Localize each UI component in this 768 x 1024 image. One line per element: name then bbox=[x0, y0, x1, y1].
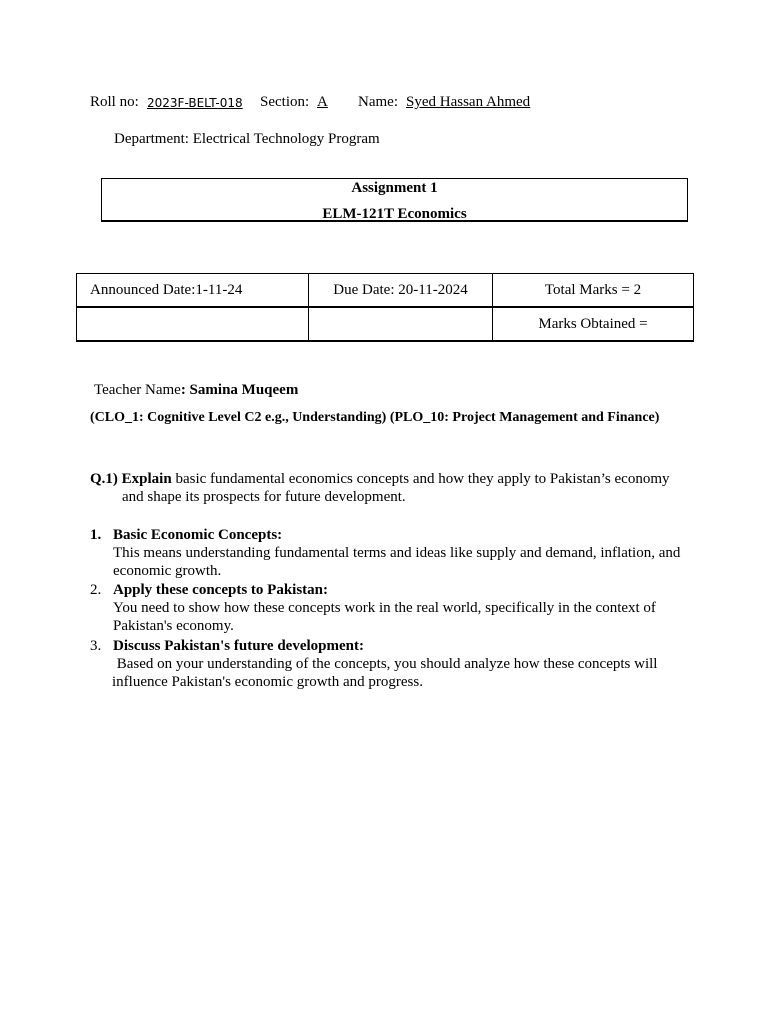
roll-label: Roll no: bbox=[90, 94, 139, 110]
empty-cell bbox=[77, 307, 309, 341]
list-item bbox=[90, 526, 700, 580]
item-title: Apply these concepts to Pakistan: bbox=[113, 582, 329, 598]
table-row bbox=[77, 307, 694, 341]
item-number: 1. bbox=[90, 527, 102, 543]
due-date-cell: Due Date: 20-11-2024 bbox=[309, 274, 493, 308]
name-label: Name: bbox=[358, 94, 398, 110]
item-number: 2. bbox=[90, 582, 102, 598]
question-number: Q.1) bbox=[90, 471, 118, 487]
marks-table bbox=[76, 273, 694, 342]
teacher-line bbox=[94, 382, 298, 399]
item-text: You need to show how these concepts work in the real world, specifically in the context of bbox=[113, 600, 656, 616]
announced-date-cell: Announced Date:1-11-24 bbox=[77, 274, 309, 308]
item-text: economic growth. bbox=[113, 563, 222, 579]
section-value: A bbox=[317, 94, 328, 110]
item-number: 3. bbox=[90, 638, 102, 654]
list-item bbox=[90, 581, 700, 635]
question-text-line2: and shape its prospects for future development. bbox=[122, 489, 406, 505]
clo-plo-line: (CLO_1: Cognitive Level C2 e.g., Understanding) (PLO_10: Project Management and Finance) bbox=[90, 410, 660, 425]
marks-obtained-cell: Marks Obtained = bbox=[493, 307, 694, 341]
department-line: Department: Electrical Technology Program bbox=[114, 131, 380, 147]
item-text: Based on your understanding of the concepts, you should analyze how these concepts will bbox=[113, 656, 658, 672]
list-item bbox=[90, 637, 700, 691]
name-value: Syed Hassan Ahmed bbox=[406, 94, 531, 110]
item-title: Basic Economic Concepts: bbox=[113, 527, 283, 543]
course-title: ELM-121T Economics bbox=[322, 206, 467, 222]
question bbox=[90, 470, 700, 506]
teacher-name: : Samina Muqeem bbox=[180, 382, 299, 398]
table-row bbox=[77, 274, 694, 308]
assignment-title: Assignment 1 bbox=[351, 180, 438, 196]
question-text-line1: basic fundamental economics concepts and how they apply to Pakistan’s economy bbox=[175, 471, 670, 487]
teacher-label: Teacher Name bbox=[94, 382, 181, 398]
item-title: Discuss Pakistan's future development: bbox=[113, 638, 364, 654]
roll-value: 2023F-BELT-018 bbox=[147, 96, 243, 110]
empty-cell bbox=[309, 307, 493, 341]
total-marks-cell: Total Marks = 2 bbox=[493, 274, 694, 308]
question-verb: Explain bbox=[121, 471, 172, 487]
section-label: Section: bbox=[260, 94, 310, 110]
item-text: Pakistan's economy. bbox=[113, 618, 234, 634]
item-text: This means understanding fundamental terms and ideas like supply and demand, inflation, and bbox=[113, 545, 681, 561]
assignment-title-box bbox=[101, 178, 688, 222]
item-text: influence Pakistan's economic growth and progress. bbox=[112, 674, 423, 690]
